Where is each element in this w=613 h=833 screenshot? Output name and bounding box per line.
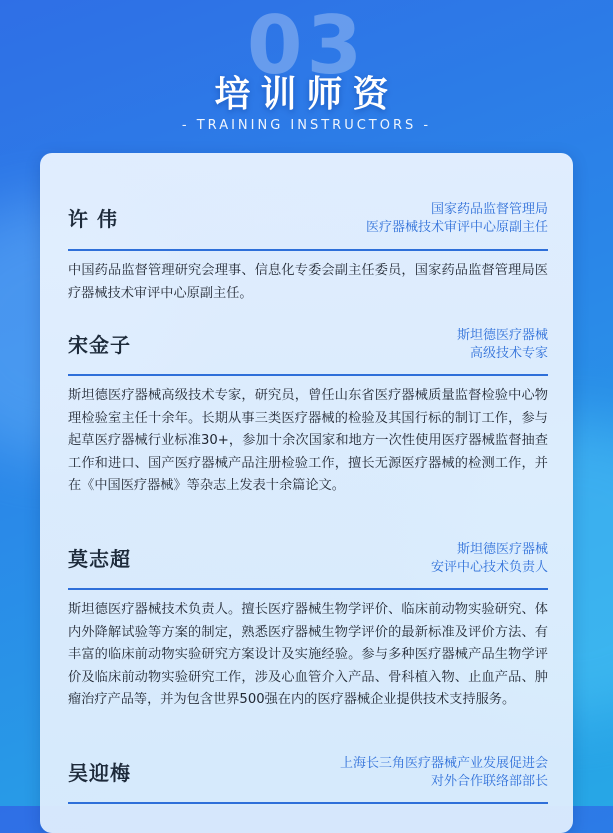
divider (68, 249, 548, 251)
instructors-card (40, 153, 573, 833)
instructor-bio: 中国药品监督管理研究会理事、信息化专委会副主任委员，国家药品监督管理局医疗器械技术审评中心原副主任。 (68, 263, 548, 301)
org-line: 国家药品监督管理局 (430, 202, 548, 217)
instructor-name: 许 伟 (68, 207, 118, 231)
instructor-bio: 斯坦德医疗器械高级技术专家，研究员，曾任山东省医疗器械质量监督检验中心物理检验室主任十余年。长期从事三类医疗器械的检验及其国行标的制订工作，参与起草医疗器械行业标准30+，参加十余次国家和地方一次性使用医疗器械监督抽查工作和进口、国产医疗器械产品注册检验工作，擅长无源医疗器械的检测工作，并在《中国医疗器械》等杂志上发表十余篇论文。 (68, 388, 548, 493)
org-line: 对外合作联络部部长 (430, 774, 548, 789)
instructor-block (68, 325, 548, 493)
org-line: 安评中心技术负责人 (430, 560, 548, 575)
org-line: 上海长三角医疗器械产业发展促进会 (339, 756, 548, 771)
org-line: 斯坦德医疗器械 (456, 328, 548, 343)
divider (68, 802, 548, 804)
divider (68, 374, 548, 376)
instructor-org (366, 201, 548, 237)
org-line: 医疗器械技术审评中心原副主任 (365, 220, 548, 235)
org-line: 斯坦德医疗器械 (456, 542, 548, 557)
instructor-org (457, 327, 548, 363)
instructor-name: 宋金子 (68, 333, 131, 357)
instructor-block (68, 199, 548, 301)
instructor-bio: 斯坦德医疗器械技术负责人。擅长医疗器械生物学评价、临床前动物实验研究、体内外降解试验等方案的制定，熟悉医疗器械生物学评价的最新标准及评价方法、有丰富的临床前动物实验研究方案设计及实施经验。参与多种医疗器械产品生物学评价及临床前动物实验研究工作，涉及心血管介入产品、骨科植入物、止血产品、肿瘤治疗产品等，并为包含世界500强在内的医疗器械企业提供技术支持服务。 (68, 602, 548, 707)
section-subtitle: - TRAINING INSTRUCTORS - (181, 118, 432, 133)
divider (68, 588, 548, 590)
section-title: 培训师资 (214, 74, 399, 115)
section-header (0, 0, 613, 150)
instructor-block (68, 539, 548, 707)
instructor-org (340, 755, 548, 791)
section-number: 03 (246, 0, 367, 92)
instructor-name: 莫志超 (68, 547, 131, 571)
org-line: 高级技术专家 (469, 346, 548, 361)
instructor-org (431, 541, 548, 577)
instructor-name: 吴迎梅 (68, 761, 131, 785)
instructor-block (68, 753, 548, 805)
